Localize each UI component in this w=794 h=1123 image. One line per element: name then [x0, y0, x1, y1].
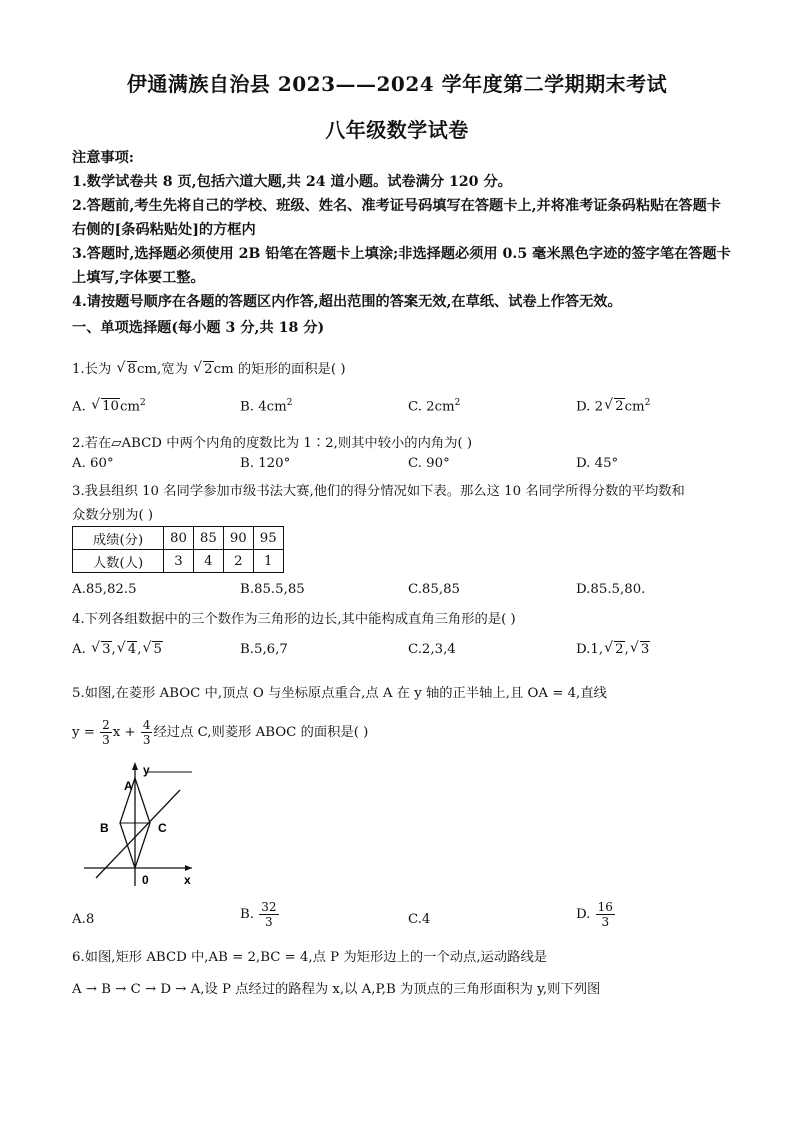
x-axis-label: x	[184, 873, 191, 887]
q4-option-a: A. √ 3,√ 4,√ 5	[72, 642, 163, 657]
q5-option-c: C.4	[408, 912, 431, 927]
question-6-line-2: A → B → C → D → A,设 P 点经过的路程为 x,以 A,P,B 为顶点的三角形面积为 y,则下列图	[72, 982, 601, 997]
point-c-label: C	[158, 821, 167, 835]
sqrt-8: √ 8	[117, 362, 137, 377]
origin-label: 0	[142, 873, 149, 887]
sqrt-2: √ 2	[193, 362, 213, 377]
q5-option-d: D. $\frac{16}{3}$	[576, 900, 613, 929]
table-cell: 95	[253, 527, 283, 550]
table-cell: 85	[193, 527, 223, 550]
q1-option-a: A. √ $10cm^2$	[72, 398, 146, 414]
y-axis-arrow	[132, 762, 138, 770]
q5-option-a: A.8	[72, 912, 95, 927]
table-cell: 2	[223, 550, 253, 573]
q1-option-b: B. $4cm^2$	[240, 398, 293, 415]
q2-option-d: D. 45°	[576, 456, 619, 471]
q4-option-b: B.5,6,7	[240, 642, 288, 657]
question-2: 2.若在▱ABCD 中两个内角的度数比为 1∶2,则其中较小的内角为( )	[72, 436, 473, 451]
q3-option-c: C.85,85	[408, 582, 460, 597]
point-b-label: B	[100, 821, 109, 835]
table-row	[73, 527, 284, 550]
question-6-line-1: 6.如图,矩形 ABCD 中,AB = 2,BC = 4,点 P 为矩形边上的一个动点,运动路线是	[72, 950, 548, 965]
q4-option-d: D.1,√ 2,√ 3	[576, 642, 650, 657]
q3-option-b: B.85.5,85	[240, 582, 305, 597]
q5-option-b: B. $\frac{32}{3}$	[240, 900, 277, 929]
rhombus-figure	[80, 760, 210, 890]
question-3-line-1: 3.我县组织 10 名同学参加市级书法大赛,他们的得分情况如下表。那么这 10 名同学所得分数的平均数和	[72, 484, 685, 499]
table-cell: 1	[253, 550, 283, 573]
question-5-line-2: y = $\frac{2}{3}$ x + $\frac{4}{3}$ 经过点 C,则菱形 ABOC 的面积是( )	[72, 718, 369, 747]
table-cell: 成绩(分)	[73, 527, 164, 550]
q1-option-d: D. 2√ $2cm^2$	[576, 398, 650, 414]
table-cell: 人数(人)	[73, 550, 164, 573]
q2-option-c: C. 90°	[408, 456, 450, 471]
q1-option-c: C. $2cm^2$	[408, 398, 461, 415]
table-cell: 4	[193, 550, 223, 573]
exam-subtitle: 八年级数学试卷	[325, 118, 469, 142]
table-cell: 90	[223, 527, 253, 550]
section-heading: 一、单项选择题(每小题 3 分,共 18 分)	[72, 320, 325, 336]
note-item-1: 1.数学试卷共 8 页,包括六道大题,共 24 道小题。试卷满分 120 分。	[72, 174, 512, 190]
notes-heading: 注意事项:	[72, 150, 134, 166]
question-3-line-2: 众数分别为( )	[72, 508, 154, 523]
question-5-line-1: 5.如图,在菱形 ABOC 中,顶点 O 与坐标原点重合,点 A 在 y 轴的正半轴上,且 OA = 4,直线	[72, 686, 607, 701]
q2-option-b: B. 120°	[240, 456, 291, 471]
y-axis-label: y	[143, 763, 150, 777]
q3-option-a: A.85,82.5	[72, 582, 137, 597]
question-1: 1.长为 √ 8cm,宽为 √ 2cm 的矩形的面积是( )	[72, 358, 346, 377]
note-item-3: 3.答题时,选择题必须使用 2B 铅笔在答题卡上填涂;非选择题必须用 0.5 毫米黑色字迹的签字笔在答题卡上填写,字体要工整。	[72, 246, 731, 286]
q2-option-a: A. 60°	[72, 456, 114, 471]
table-row	[73, 550, 284, 573]
q3-option-d: D.85.5,80.	[576, 582, 646, 597]
note-item-2: 2.答题前,考生先将自己的学校、班级、姓名、准考证号码填写在答题卡上,并将准考证条码粘贴在答题卡右侧的[条码粘贴处]的方框内	[72, 198, 721, 238]
table-cell: 3	[164, 550, 194, 573]
x-axis-arrow	[185, 865, 192, 871]
score-table	[72, 526, 284, 573]
point-a-label: A	[124, 779, 133, 793]
table-cell: 80	[164, 527, 194, 550]
question-4: 4.下列各组数据中的三个数作为三角形的边长,其中能构成直角三角形的是( )	[72, 612, 516, 627]
exam-title: 伊通满族自治县 2023——2024 学年度第二学期期末考试	[126, 72, 668, 96]
q4-option-c: C.2,3,4	[408, 642, 456, 657]
note-item-4: 4.请按题号顺序在各题的答题区内作答,超出范围的答案无效,在草纸、试卷上作答无效。	[72, 294, 622, 310]
